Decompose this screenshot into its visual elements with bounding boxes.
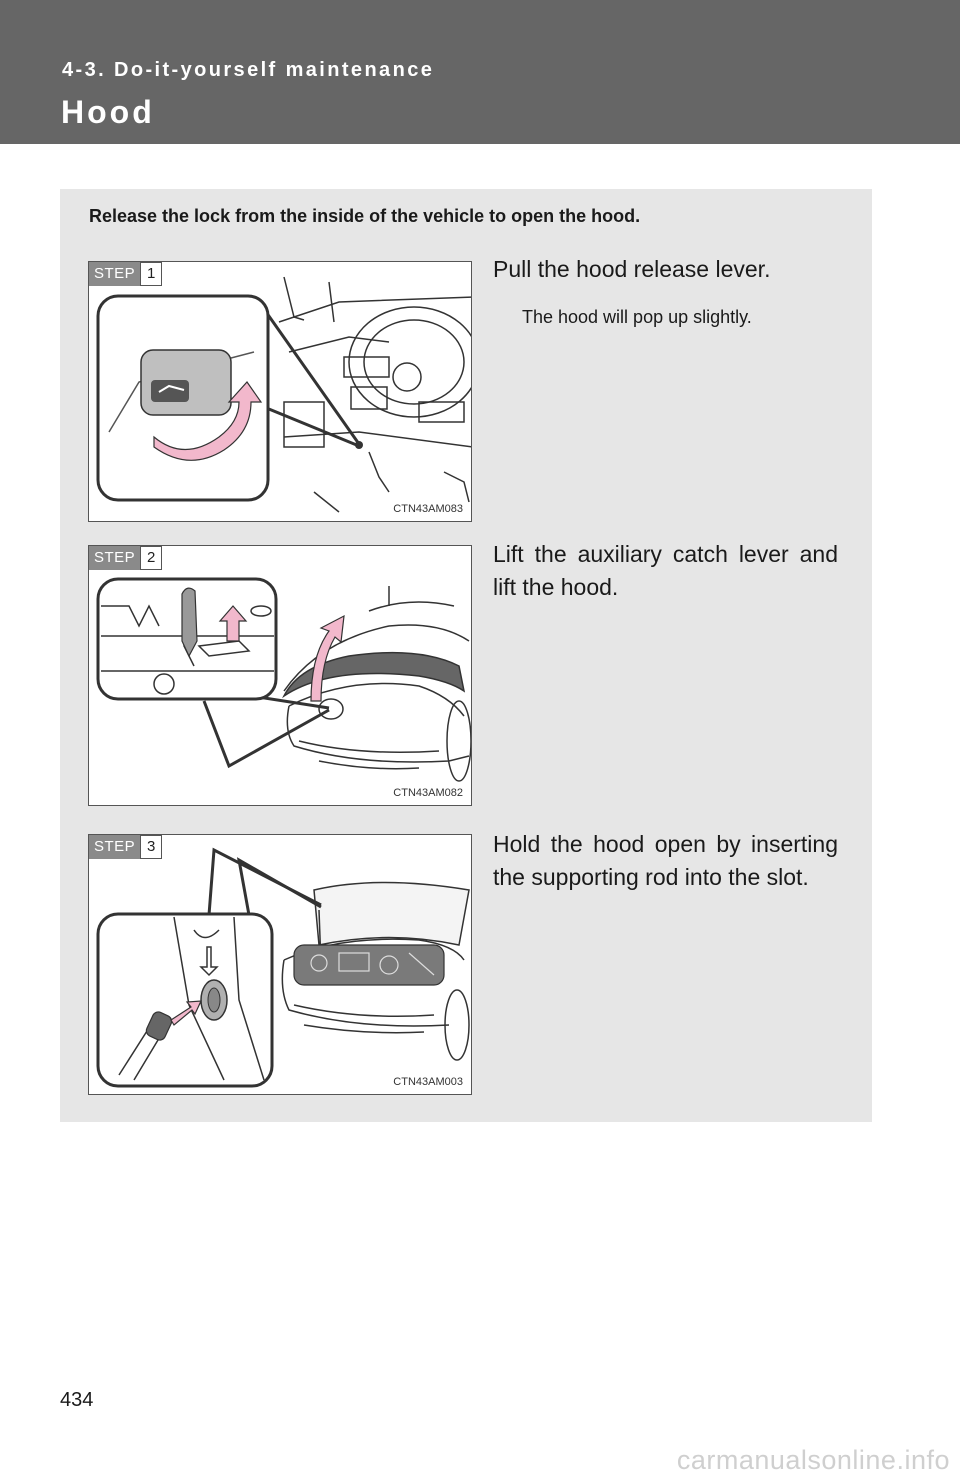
step-3-figure bbox=[88, 834, 472, 1095]
step-1-note: The hood will pop up slightly. bbox=[522, 307, 752, 327]
step-1-text: Pull the hood release lever. bbox=[493, 256, 771, 282]
hood-release-lever-illustration bbox=[89, 262, 472, 522]
step-2-number: 2 bbox=[140, 546, 162, 570]
step-1-figure bbox=[88, 261, 472, 522]
auxiliary-catch-lever-illustration bbox=[89, 546, 472, 806]
step-1-badge bbox=[89, 262, 162, 286]
step-3-text: Hold the hood open by inserting the supporting rod into the slot. bbox=[493, 831, 838, 890]
watermark: carmanualsonline.info bbox=[676, 1445, 950, 1475]
step-3-figure-code: CTN43AM003 bbox=[393, 1076, 463, 1088]
step-2-figure bbox=[88, 545, 472, 806]
step-2-word: STEP bbox=[89, 546, 140, 570]
step-3-number: 3 bbox=[140, 835, 162, 859]
step-1-figure-code: CTN43AM083 bbox=[393, 503, 463, 515]
section-label: 4-3. Do-it-yourself maintenance bbox=[62, 59, 435, 81]
step-1-word: STEP bbox=[89, 262, 140, 286]
step-2-text: Lift the auxiliary catch lever and lift the hood. bbox=[493, 541, 838, 600]
step-2-badge bbox=[89, 546, 162, 570]
page-title: Hood bbox=[61, 94, 155, 130]
page-header bbox=[0, 0, 960, 144]
page-number: 434 bbox=[60, 1389, 94, 1411]
step-1-number: 1 bbox=[140, 262, 162, 286]
support-rod-illustration bbox=[89, 835, 472, 1095]
step-2-figure-code: CTN43AM082 bbox=[393, 787, 463, 799]
step-3-badge bbox=[89, 835, 162, 859]
step-3-word: STEP bbox=[89, 835, 140, 859]
intro-text: Release the lock from the inside of the vehicle to open the hood. bbox=[89, 206, 641, 226]
